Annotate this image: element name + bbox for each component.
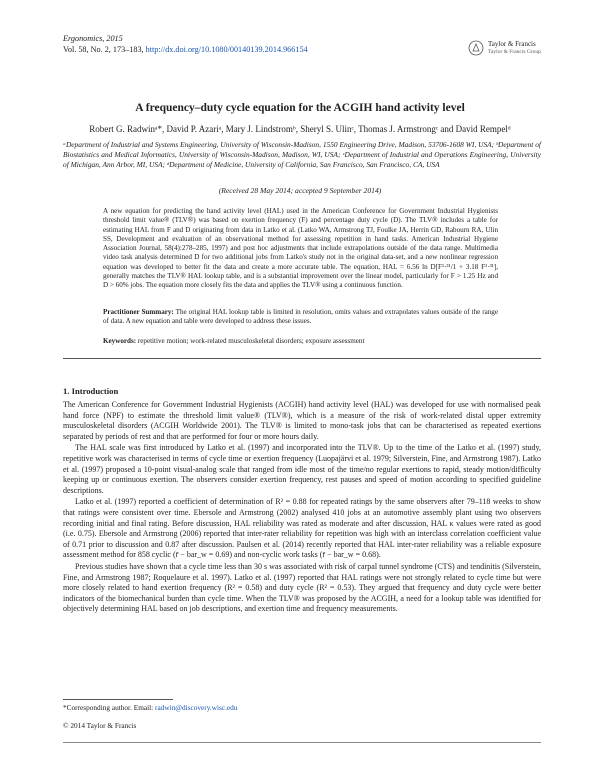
publisher-group: Taylor & Francis Group xyxy=(488,49,541,55)
section-heading-introduction: 1. Introduction xyxy=(63,386,119,396)
author-list: Robert G. Radwinᵃ*, David P. Azariᵃ, Mary J. Lindstromᵇ, Sheryl S. Ulinᶜ, Thomas J. Armstrongᶜ and David Rempelᵈ xyxy=(89,124,511,134)
keywords xyxy=(103,337,498,346)
abstract: A new equation for predicting the hand activity level (HAL) used in the American Conference for Government Industrial Hygienists threshold limit value® (TLV®) was based on exertion frequency (F) and percentage duty cycle (D). The TLV® includes a table for estimating HAL from F and D originating from data in Latko et al. (Latko WA, Armstrong TJ, Foulke JA, Herrin GD, Rabourn RA, Ulin SS, Development and evaluation of an observational method for assessing repetition in hand tasks. American Industrial Hygiene Association Journal, 58(4):278–285, 1997) and post hoc adjustments that include extrapolations outside of the data range. Multimedia video task analysis determined D for two additional jobs from Latko's study not in the original data-set, and a new nonlinear regression equation was developed to better fit the data and create a more accurate table. The equation, HAL = 6.56 ln D[F¹·³¹/1 + 3.18 F¹·³¹], generally matches the TLV® HAL lookup table, and is a substantial improvement over the linear model, particularly for F > 1.25 Hz and D > 60% jobs. The equation more closely fits the data and applies the TLV® using a continuous function. xyxy=(103,207,498,290)
paragraph-4: Previous studies have shown that a cycle time less than 30 s was associated with risk of carpal tunnel syndrome (CTS) and tendinitis (Silverstein, Fine, and Armstrong 1987; Roquelaure et al. 1997). Latko et al. (1997) reported that HAL ratings were not strongly related to cycle time but were more closely related to hand exertion frequency (R² = 0.58) and duty cycle (R² = 0.53). They argued that frequency and duty cycle were better indicators of the biomechanical burden than cycle time. When the TLV® was proposed by the ACGIH, a need for a lookup table was identified for objectively determining HAL based on job descriptions, and exertion time and frequency measurements. xyxy=(63,561,541,614)
journal-volume-line xyxy=(63,45,308,56)
practitioner-summary xyxy=(103,308,498,327)
header-divider xyxy=(63,358,541,359)
copyright-notice: © 2014 Taylor & Francis xyxy=(63,721,137,730)
keywords-label: Keywords: xyxy=(103,337,137,345)
author-email-link[interactable]: radwin@discovery.wisc.edu xyxy=(155,703,238,712)
footnote-prefix: *Corresponding author. Email: xyxy=(63,703,156,712)
journal-volume: Vol. 58, No. 2, 173–183, xyxy=(63,44,146,54)
journal-citation xyxy=(63,34,308,55)
publisher-name: Taylor & Francis xyxy=(488,40,536,48)
received-dates: (Received 28 May 2014; accepted 9 September 2014) xyxy=(218,186,382,195)
publisher-emblem-icon xyxy=(468,40,484,56)
practitioner-text: The original HAL lookup table is limited in resolution, omits values and extrapolates values outside of the range of data. A new equation and table were developed to address these issues. xyxy=(103,308,498,326)
affiliations: ᵃDepartment of Industrial and Systems Engineering, University of Wisconsin-Madison, 1550 Engineering Drive, Madison, 53706-1608 WI, USA; ᵇDepartment of Biostatistics and Medical Informatics, University of Wisconsin-Madison, Madison, WI, USA; ᶜDepartment of Industrial and Operations Engineering, University of Michigan, Ann Arbor, MI, USA; ᵈDepartment of Medicine, University of California, San Francisco, San Francisco, CA, USA xyxy=(63,140,541,169)
doi-link[interactable]: http://dx.doi.org/10.1080/00140139.2014.966154 xyxy=(145,44,308,54)
paragraph-1: The American Conference for Government Industrial Hygienists (ACGIH) hand activity level (HAL) was developed for use with normalised peak hand force (NPF) to estimate the threshold limit value® (TLV®), which is a measure of the risk of work-related distal upper extremity musculoskeletal disorders (ACGIH Worldwide 2001). The TLV® is limited to mono-task jobs that can be characterised as repeated exertions separated by periods of rest and that are performed for four or more hours daily. xyxy=(63,400,541,441)
paragraph-2: The HAL scale was first introduced by Latko et al. (1997) and incorporated into the TLV®. Up to the time of the Latko et al. (1997) study, repetitive work was characterised in terms of cycle time or exertion frequency (Luopajärvi et al. 1979; Silverstein, Fine, and Armstrong 1987). Latko et al. (1997) proposed a 10-point visual-analog scale that ranged from idle most of the time/no regular exertions to rapid, steady motion/difficulty keeping up or continuous exertion. The observers consider exertion frequency, rest pauses and speed of motion according to specified guideline descriptions. xyxy=(63,443,541,495)
bottom-divider xyxy=(63,742,541,743)
paragraph-3: Latko et al. (1997) reported a coefficient of determination of R² = 0.88 for repeated ratings by the same observers after 79–118 weeks to show that ratings were consistent over time. Ebersole and Armstrong (2002) analysed 410 jobs at an automotive assembly plant using two observers recording initial and final rating. Before discussion, HAL reliability was rated as moderate and after discussion, HAL κ values were rated as good (i.e. 0.75). Ebersole and Armstrong (2006) reported that inter-rater reliability for repetition was high with an interclass correlation coefficient value of 0.71 prior to discussion and 0.87 after discussion. Paulsen et al. (2014) recently reported that HAL inter-rater reliability was a reliable exposure assessment method for 858 cyclic (r̄ − bar_w = 0.69) and non-cyclic work tasks (r̄ − bar_w = 0.68). xyxy=(63,497,541,560)
journal-name: Ergonomics, 2015 xyxy=(63,34,123,43)
article-title: A frequency–duty cycle equation for the ACGIH hand activity level xyxy=(135,102,465,114)
introduction-body xyxy=(63,400,541,616)
footnote-divider xyxy=(63,699,173,700)
publisher-logo xyxy=(468,40,548,56)
practitioner-label: Practitioner Summary: xyxy=(103,308,174,316)
corresponding-author-footnote xyxy=(63,703,237,712)
keywords-text: repetitive motion; work-related musculoskeletal disorders; exposure assessment xyxy=(136,337,365,345)
